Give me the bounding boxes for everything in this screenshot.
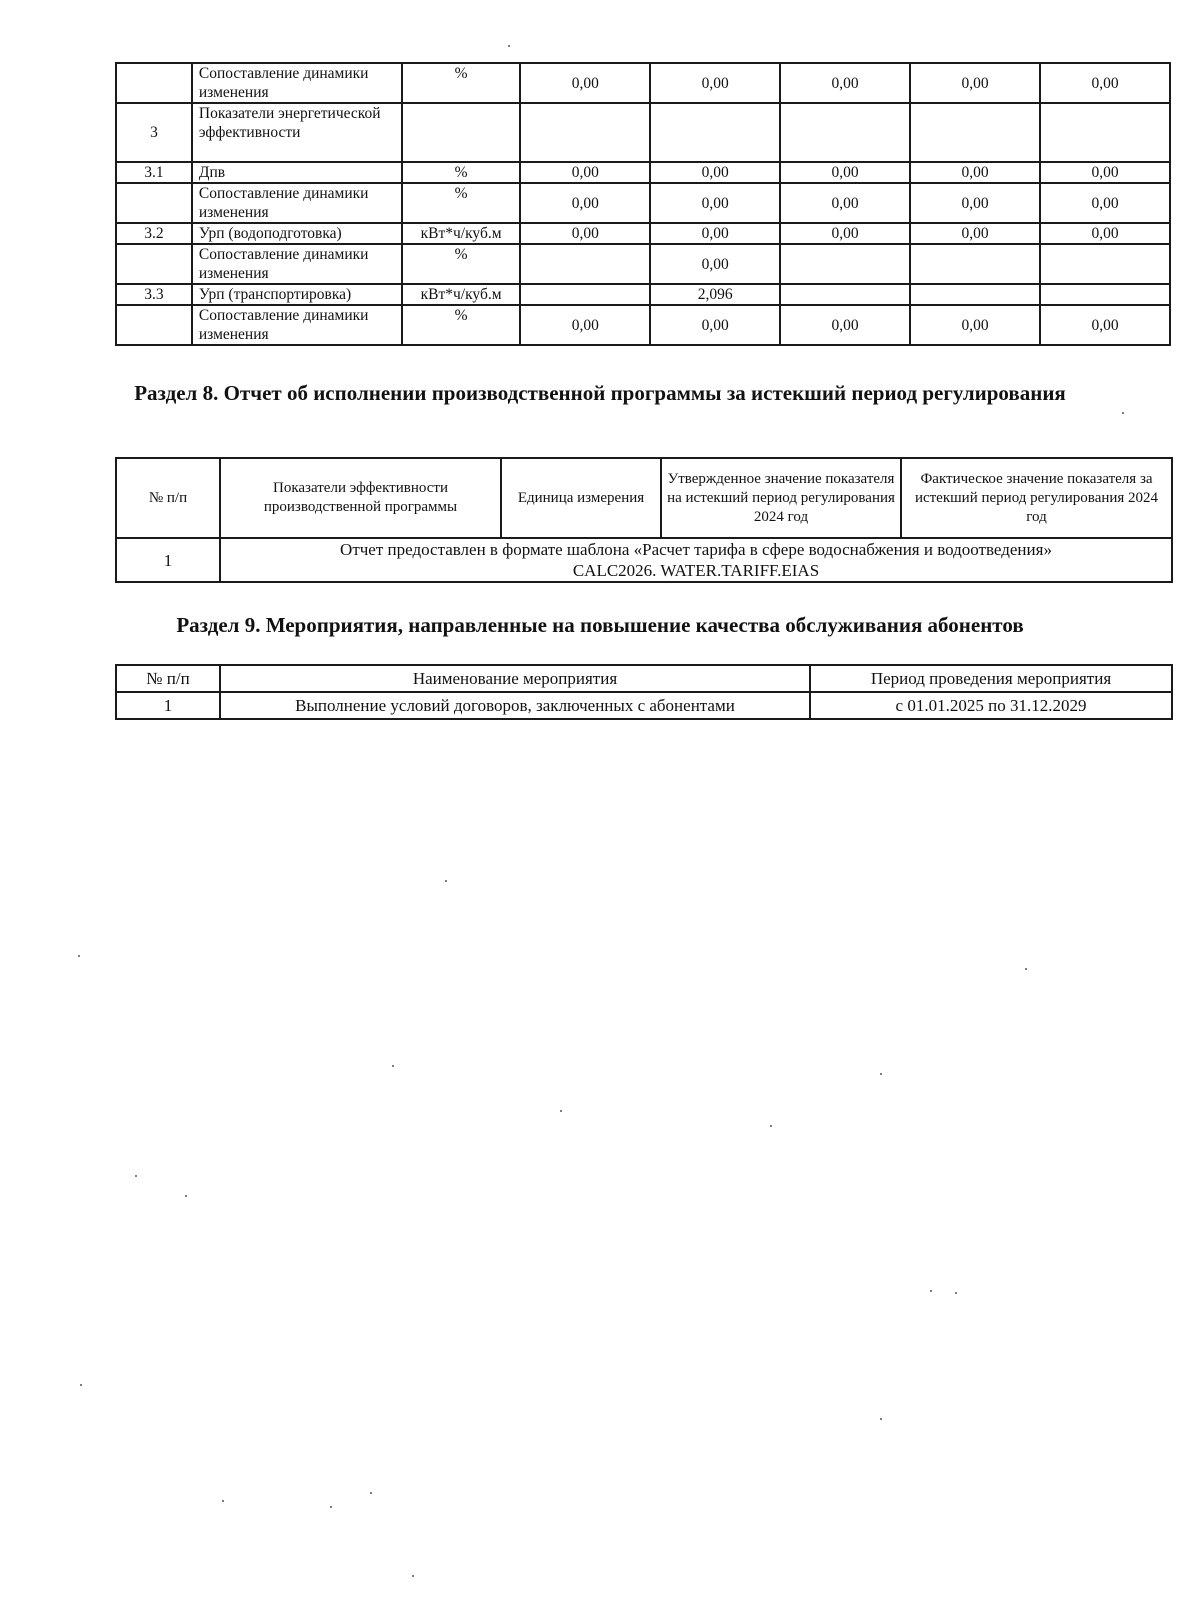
row-number: 3.3 — [116, 284, 192, 305]
value-cell: 0,00 — [650, 162, 780, 183]
value-cell: 0,00 — [780, 183, 910, 223]
value-cell: 0,00 — [650, 305, 780, 345]
value-cell — [1040, 244, 1170, 284]
value-cell: 0,00 — [780, 305, 910, 345]
value-cell: 0,00 — [520, 183, 650, 223]
value-cell — [910, 244, 1040, 284]
value-cell: 0,00 — [1040, 162, 1170, 183]
value-cell: 0,00 — [650, 223, 780, 244]
section-8-title: Раздел 8. Отчет об исполнении производственной программы за истекший период регулирования — [134, 381, 1066, 405]
value-cell — [780, 103, 910, 162]
value-cell — [520, 244, 650, 284]
value-cell: 0,00 — [520, 305, 650, 345]
unit-cell: кВт*ч/куб.м — [402, 284, 520, 305]
row-number: 3 — [116, 103, 192, 162]
value-cell — [910, 103, 1040, 162]
row-number: 1 — [116, 538, 220, 582]
speck — [1122, 412, 1124, 414]
value-cell — [650, 103, 780, 162]
row-number: 1 — [116, 692, 220, 719]
indicator-name: Урп (водоподготовка) — [192, 223, 402, 244]
speck — [330, 1506, 332, 1508]
speck — [412, 1575, 414, 1577]
unit-cell: % — [402, 63, 520, 103]
speck — [135, 1175, 137, 1177]
value-cell: 0,00 — [520, 63, 650, 103]
value-cell: 0,00 — [1040, 183, 1170, 223]
speck — [508, 45, 510, 47]
header-approved: Утвержденное значение показателя на истекший период регулирования 2024 год — [661, 458, 901, 538]
indicator-name: Урп (транспортировка) — [192, 284, 402, 305]
speck — [185, 1195, 187, 1197]
speck — [770, 1125, 772, 1127]
speck — [880, 1418, 882, 1420]
indicator-name: Сопоставление динамики изменения — [192, 63, 402, 103]
speck — [955, 1292, 957, 1294]
section-8-table — [115, 457, 1173, 583]
header-period: Период проведения мероприятия — [810, 665, 1172, 692]
value-cell: 0,00 — [780, 63, 910, 103]
header-unit: Единица измерения — [501, 458, 661, 538]
value-cell: 0,00 — [910, 63, 1040, 103]
row-number: 3.1 — [116, 162, 192, 183]
header-actual: Фактическое значение показателя за истекший период регулирования 2024 год — [901, 458, 1172, 538]
header-indicators: Показатели эффективности производственной программы — [220, 458, 501, 538]
value-cell: 0,00 — [520, 162, 650, 183]
speck — [392, 1065, 394, 1067]
measure-period: с 01.01.2025 по 31.12.2029 — [810, 692, 1172, 719]
value-cell — [910, 284, 1040, 305]
table-row — [116, 305, 1170, 345]
speck — [1025, 968, 1027, 970]
table-header-row — [116, 458, 1172, 538]
value-cell: 0,00 — [520, 223, 650, 244]
value-cell: 0,00 — [910, 223, 1040, 244]
value-cell: 0,00 — [650, 63, 780, 103]
indicator-name: Показатели энергетической эффективности — [192, 103, 402, 162]
row-number — [116, 305, 192, 345]
value-cell: 0,00 — [910, 183, 1040, 223]
value-cell: 0,00 — [780, 162, 910, 183]
report-note-line-1: Отчет предоставлен в формате шаблона «Расчет тарифа в сфере водоснабжения и водоотведения» — [340, 540, 1052, 559]
value-cell — [780, 244, 910, 284]
speck — [930, 1290, 932, 1292]
value-cell — [780, 284, 910, 305]
row-number — [116, 63, 192, 103]
speck — [370, 1492, 372, 1494]
indicator-name: Сопоставление динамики изменения — [192, 244, 402, 284]
report-note-line-2: CALC2026. WATER.TARIFF.EIAS — [572, 561, 820, 580]
table-row — [116, 183, 1170, 223]
row-number — [116, 183, 192, 223]
value-cell: 0,00 — [1040, 63, 1170, 103]
table-row — [116, 223, 1170, 244]
measure-name: Выполнение условий договоров, заключенных с абонентами — [220, 692, 810, 719]
table-row — [116, 284, 1170, 305]
section-9-title: Раздел 9. Мероприятия, направленные на повышение качества обслуживания абонентов — [176, 613, 1024, 637]
value-cell — [1040, 103, 1170, 162]
value-cell: 0,00 — [1040, 305, 1170, 345]
table-row — [116, 692, 1172, 719]
speck — [222, 1500, 224, 1502]
value-cell: 0,00 — [650, 183, 780, 223]
indicator-name: Дпв — [192, 162, 402, 183]
unit-cell: % — [402, 305, 520, 345]
value-cell: 2,096 — [650, 284, 780, 305]
table-row — [116, 244, 1170, 284]
unit-cell: кВт*ч/куб.м — [402, 223, 520, 244]
row-number — [116, 244, 192, 284]
header-num: № п/п — [116, 665, 220, 692]
value-cell — [1040, 284, 1170, 305]
header-name: Наименование мероприятия — [220, 665, 810, 692]
header-num: № п/п — [116, 458, 220, 538]
value-cell: 0,00 — [780, 223, 910, 244]
value-cell: 0,00 — [1040, 223, 1170, 244]
unit-cell — [402, 103, 520, 162]
table-row — [116, 162, 1170, 183]
row-number: 3.2 — [116, 223, 192, 244]
table-header-row — [116, 665, 1172, 692]
speck — [78, 955, 80, 957]
table-row — [116, 538, 1172, 582]
report-note — [220, 538, 1172, 582]
value-cell: 0,00 — [650, 244, 780, 284]
indicator-name: Сопоставление динамики изменения — [192, 305, 402, 345]
value-cell — [520, 103, 650, 162]
speck — [560, 1110, 562, 1112]
indicators-table — [115, 62, 1171, 346]
speck — [880, 1073, 882, 1075]
table-row — [116, 63, 1170, 103]
section-9-table — [115, 664, 1173, 720]
speck — [445, 880, 447, 882]
table-row — [116, 103, 1170, 162]
speck — [80, 1384, 82, 1386]
value-cell: 0,00 — [910, 305, 1040, 345]
value-cell: 0,00 — [910, 162, 1040, 183]
unit-cell: % — [402, 162, 520, 183]
unit-cell: % — [402, 183, 520, 223]
value-cell — [520, 284, 650, 305]
indicator-name: Сопоставление динамики изменения — [192, 183, 402, 223]
unit-cell: % — [402, 244, 520, 284]
